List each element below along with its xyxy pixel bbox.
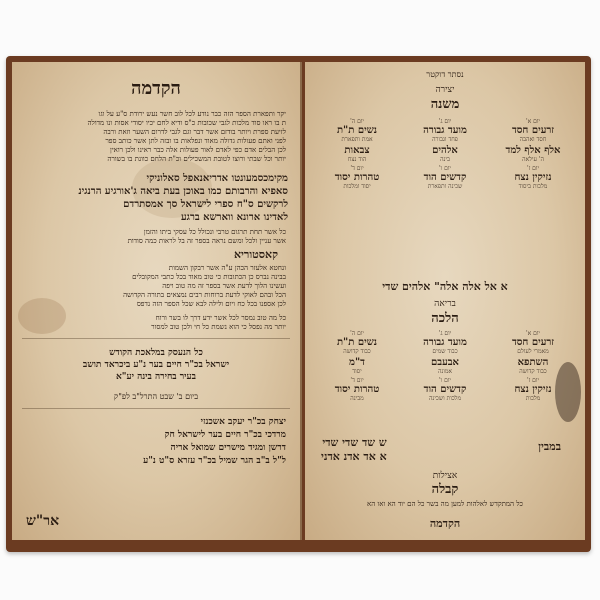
big-lines [24,172,288,224]
text-line: הכל ובהם לאוקי לדעת ברוחות רבים נמצאים בתורה הקדושה [123,291,286,299]
divine-names: א אל אלה אלה" אלהים שדי [382,280,508,293]
right-page [305,62,585,540]
sponsor-line: מרדכי בכ"ר חיים בער לישראל חק [164,430,286,440]
kasporia: קאסטוריא [233,248,278,261]
text-line: סאפיא והרבותם כמו באוכן בעת ביאה ג'אורגיע הרנגינ [78,186,288,197]
grid-cell: יום ה' נשים ת"ת כבוד קדושה [336,330,378,355]
para-2 [26,228,286,246]
grid-cell: יום ה' נשים ת"ת אמת ותפארת [336,118,378,143]
text-line: לכן אספנו בכל כח ויום ולילה לבא שכל הספר הזה נדפס [136,300,286,308]
names-line: א אד אדנ אדני [321,450,387,463]
grid-cell: אלהים בינה [432,145,458,163]
section-title: בריאה [434,299,456,309]
sefirot-grid-2 [315,330,575,402]
left-page [12,62,302,540]
sefirot-grid-1 [315,118,575,190]
para-4 [26,314,286,332]
sponsors [26,416,286,468]
text-line: לאדינו ארונא ווארשא ברגע [181,212,288,223]
text-line: אשר עניין ולכל ומשם נראה בספר זה בל לראות כמה סודות [127,237,286,245]
notice-line: כל הנעסק במלאכת הקודש [109,348,203,358]
sponsor-line: דרשן ומגיד מישרים שמואל אריה [170,443,286,453]
final-pair: במבין [538,440,561,453]
grid-cell: יום ו' קדשים הוד מלכות ושכינה [423,377,467,402]
text-line: מקימכסמעונטו אדריאנאפל סאלוניקי [146,173,288,184]
grid-cell: ד"מ יסוד [349,357,365,375]
grid-cell: יום ו' קדשים הוד שכינה ותפארת [423,165,467,190]
divider [22,338,290,339]
section-title: יצירה [435,85,455,95]
text-line: ועשינו הלוך לדעת אשר בספר זה מה טוב ויפה [162,282,286,290]
grid-cell: השתפא כבוד קדושה [517,357,549,375]
text-line: כל מה טוב נמסר לכל אשר ידע דרך לו בשר ורוח [155,314,286,322]
page-footer: אר"ש [26,513,60,529]
text-line: לכן הבלים אדם כפי לאדם לאור פעולות אלה כבר ראינו ולכן רואין [110,146,286,154]
sponsor-line: ל"ל ב"ב הגר שמיל בכ"ר עזרא ס"ט נ"ע [143,456,286,466]
page-footer: הקדמה [429,517,461,530]
notice-line: בעיר בחירה בינה יע"א [116,372,196,382]
text-line: כל אשר תחת תרגום טרבי ונכולל כל עסקי ביתו והזמן [143,228,286,236]
section-title: אצילות [432,471,458,481]
text-line: יותר מה נפסל כי הוא נשמת כל חי ולכן טוב למסור [151,323,286,331]
page-title: הקדמה [131,78,181,99]
names-line: ש שד שדי שדי [322,436,387,449]
sponsor-line: יצחק בכ"ר יעקב אשכנזי [200,417,286,427]
text-line: ונחטא אלעזר הכהן ע"ה אשר רבקון השמות [168,264,286,272]
text-line: לזיעת ספרת ויותר בודזם אשר דבר וגם לגבי לדרום השער וזאת ורבה [103,128,286,136]
grid-cell: יום ז' נזיקין נצח מלכות ביסוד [514,165,552,190]
grid-cell: יום ג' מועד גבורה כבוד שמים [423,330,467,355]
text-line: ת בו ראו סוד מלכות לגבי שכובות כ"ס ודיא לחם יכיו יסודי אסות ונו מדולה [87,119,286,127]
book [6,56,591,552]
para-1 [26,110,286,164]
section-subtitle: הלכה [431,311,459,326]
date-line: ביום ב' שבט התרל"ב לפ"ק [113,392,199,401]
grid-cell: יום ד' טהרות יסוד מבינה [334,377,380,402]
page-header: נסתר דוקטר [426,70,464,79]
grid-cell: יום א' זרעים חסד חסד ואהבה [511,118,555,143]
para-3 [26,264,286,309]
grid-cell: יום ז' נזיקין נצח מלכות [514,377,552,402]
names-block [321,436,387,464]
grid-cell: אלף אלף למד ה' עילאה [505,145,561,163]
grid-cell: יום ד' טהרות יסוד יסוד ומלכות [334,165,380,190]
notice-line: ישראל בכ"ר חיים בער נ"ע ביכראד תושב [82,360,230,370]
section-subtitle: קבלה [431,482,459,497]
text-line: בבינה נברס כן הכתובות כי טוב מאוד בכל כתבי המקובלים [132,273,286,281]
divider [22,408,290,409]
grid-cell: יום א' זרעים חסד מאמרי לעולם [511,330,555,355]
grid-cell: יום ג' מועד גבורה פחד וגבורה [423,118,467,143]
bottom-line: כל המתקדש לאלהות למען מה בשר כל הם יוד הא ואו הא [367,500,523,508]
section-subtitle: משנה [430,97,460,112]
text-line: יקר ותפארת הספר הזה כבר נודע לכל לוב חשר נעש ירודת ס"ע על וגו [98,110,286,118]
text-line: לפני ואתם פעולות גדולה מאוד ונפלאות בו ובזה לתן אשר כותב ספר [105,137,286,145]
grid-cell: אבעבם אמונה [431,357,459,375]
grid-cell: צבאות הוד נצח [344,145,370,163]
text-line: יותר וכל שבתי ורוצו לטובת המשכילים וכ"ת הלחם כוונת בו בשורה [107,155,286,163]
text-line: לרקשים ס"ח ספרי לישראל סך אמסתרדם [123,199,288,210]
notice [12,347,300,383]
